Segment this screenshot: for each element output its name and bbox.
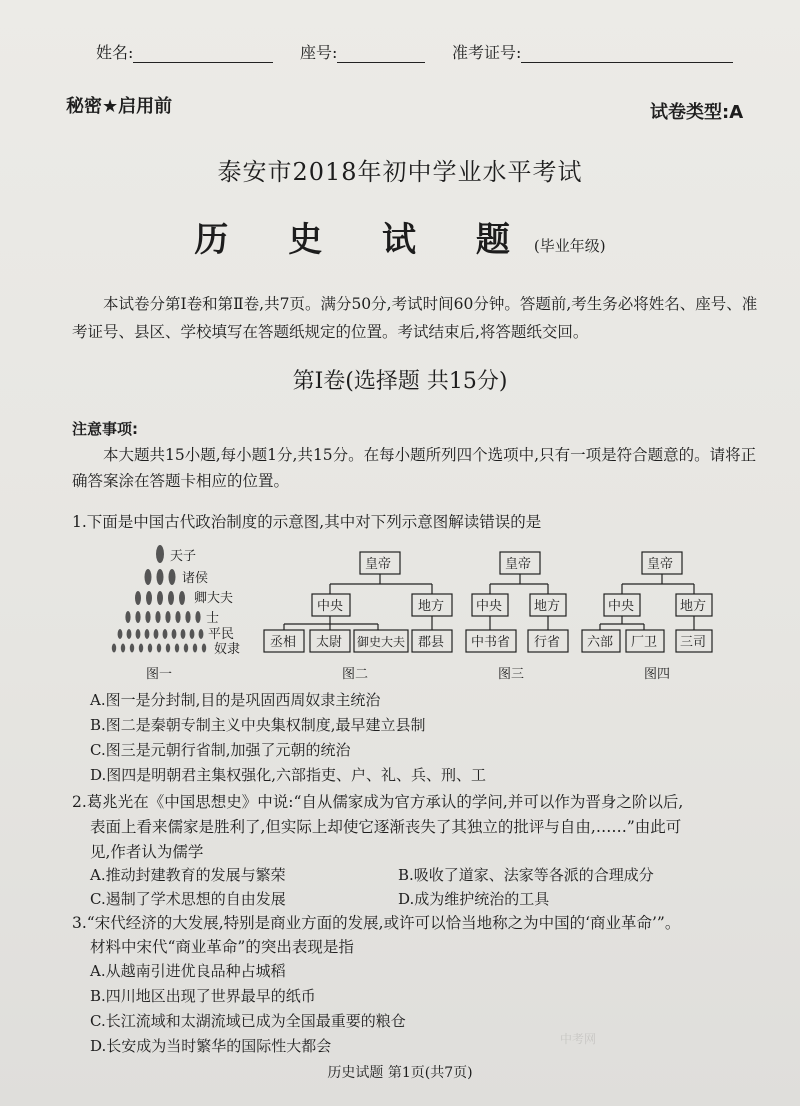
- q1-option-a: A.图一是分封制,目的是巩固西周奴隶主统治: [90, 691, 381, 709]
- fig3-caption: 图三: [498, 667, 525, 682]
- question-1-stem: 1.下面是中国古代政治制度的示意图,其中对下列示意图解读错误的是: [72, 513, 542, 531]
- name-label: 姓名:: [96, 43, 134, 62]
- notice-paragraph: 本大题共15小题,每小题1分,共15分。在每小题所列四个选项中,只有一项是符合题意的。请将正确答案涂在答题卡相应的位置。: [72, 446, 757, 490]
- fig2-emperor: 皇帝: [365, 557, 392, 572]
- seat-blank: [337, 62, 425, 63]
- exam-title: 泰安市2018年初中学业水平考试: [217, 158, 583, 186]
- q2-option-d: D.成为维护统治的工具: [398, 890, 550, 908]
- fig4-leaf-1: 厂卫: [631, 635, 658, 650]
- fig1-level-1: 诸侯: [182, 571, 209, 586]
- section-title: 第Ⅰ卷(选择题 共15分): [292, 369, 508, 394]
- fig2-leaf-2: 御史大夫: [357, 635, 406, 649]
- q1-option-c: C.图三是元朝行省制,加强了元朝的统治: [90, 741, 351, 759]
- name-field: [96, 40, 273, 63]
- paper-type: 试卷类型:A: [650, 102, 744, 123]
- q2-option-a: A.推动封建教育的发展与繁荣: [90, 866, 286, 884]
- fig3-right-leaf: 行省: [534, 635, 561, 650]
- fig4-central: 中央: [608, 599, 635, 614]
- q2-option-c: C.遏制了学术思想的自由发展: [90, 890, 286, 908]
- fig3-central: 中央: [476, 599, 503, 614]
- question-2-stem-line2: 表面上看来儒家是胜利了,但实际上却使它逐渐丧失了其独立的批评与自由,……”由此可: [90, 818, 682, 836]
- seat-field: [300, 40, 425, 63]
- fig2-central: 中央: [317, 599, 344, 614]
- question-2-stem-line1: 2.葛兆光在《中国思想史》中说:“自从儒家成为官方承认的学问,并可以作为晋身之阶以后,: [72, 793, 684, 811]
- q3-option-a: A.从越南引进优良品种占城稻: [90, 962, 286, 980]
- ticket-blank: [521, 62, 733, 63]
- q3-option-d: D.长安成为当时繁华的国际性大都会: [90, 1037, 332, 1055]
- grade-note: (毕业年级): [533, 237, 606, 255]
- fig3-emperor: 皇帝: [505, 557, 532, 572]
- notice-heading: 注意事项:: [72, 420, 138, 438]
- fig1-level-0: 天子: [170, 549, 197, 564]
- fig2-caption: 图二: [342, 667, 369, 682]
- q1-option-d: D.图四是明朝君主集权强化,六部指吏、户、礼、兵、刑、工: [90, 766, 487, 784]
- subject-name: 历 史 试 题: [194, 220, 534, 260]
- fig4-local: 地方: [680, 599, 707, 614]
- secret-mark: 秘密★启用前: [66, 96, 173, 117]
- ticket-label: 准考证号:: [452, 43, 522, 62]
- fig1-level-3: 士: [206, 611, 220, 626]
- fig2-right-leaf: 郡县: [418, 635, 445, 650]
- ticket-field: [452, 40, 733, 63]
- question-3-stem-line2: 材料中宋代“商业革命”的突出表现是指: [90, 938, 354, 956]
- fig1-level-4: 平民: [208, 627, 235, 642]
- q3-option-b: B.四川地区出现了世界最早的纸币: [90, 987, 316, 1005]
- name-blank: [133, 62, 273, 63]
- fig2-leaf-1: 太尉: [316, 635, 343, 650]
- fig4-emperor: 皇帝: [647, 557, 674, 572]
- fig3-local: 地方: [534, 599, 561, 614]
- fig1-caption: 图一: [146, 667, 173, 682]
- fig4-caption: 图四: [644, 667, 671, 682]
- watermark: 中考网: [560, 1032, 597, 1046]
- q1-option-b: B.图二是秦朝专制主义中央集权制度,最早建立县制: [90, 716, 426, 734]
- q2-option-b: B.吸收了道家、法家等各派的合理成分: [398, 866, 654, 884]
- subject-title: [0, 212, 800, 261]
- fig1-level-2: 卿大夫: [194, 591, 234, 606]
- fig2-leaf-0: 丞相: [270, 635, 297, 650]
- fig4-right-leaf: 三司: [680, 635, 707, 650]
- fig2-local: 地方: [418, 599, 445, 614]
- figure-1-pyramid: [112, 545, 240, 682]
- intro-paragraph: 本试卷分第Ⅰ卷和第Ⅱ卷,共7页。满分50分,考试时间60分钟。答题前,考生务必将姓名、座号、准考证号、县区、学校填写在答题纸规定的位置。考试结束后,将答题纸交回。: [72, 295, 758, 341]
- question-3-stem-line1: 3.“宋代经济的大发展,特别是商业方面的发展,或许可以恰当地称之为中国的‘商业革命’”。: [72, 914, 681, 932]
- fig1-level-5: 奴隶: [214, 642, 241, 657]
- fig3-left-leaf: 中书省: [471, 635, 511, 650]
- page-footer: 历史试题 第1页(共7页): [327, 1065, 473, 1081]
- fig4-leaf-0: 六部: [587, 635, 614, 650]
- political-system-diagrams: [110, 540, 750, 690]
- q3-option-c: C.长江流域和太湖流域已成为全国最重要的粮仓: [90, 1012, 406, 1030]
- seat-label: 座号:: [300, 43, 338, 62]
- question-2-stem-line3: 见,作者认为儒学: [90, 843, 204, 861]
